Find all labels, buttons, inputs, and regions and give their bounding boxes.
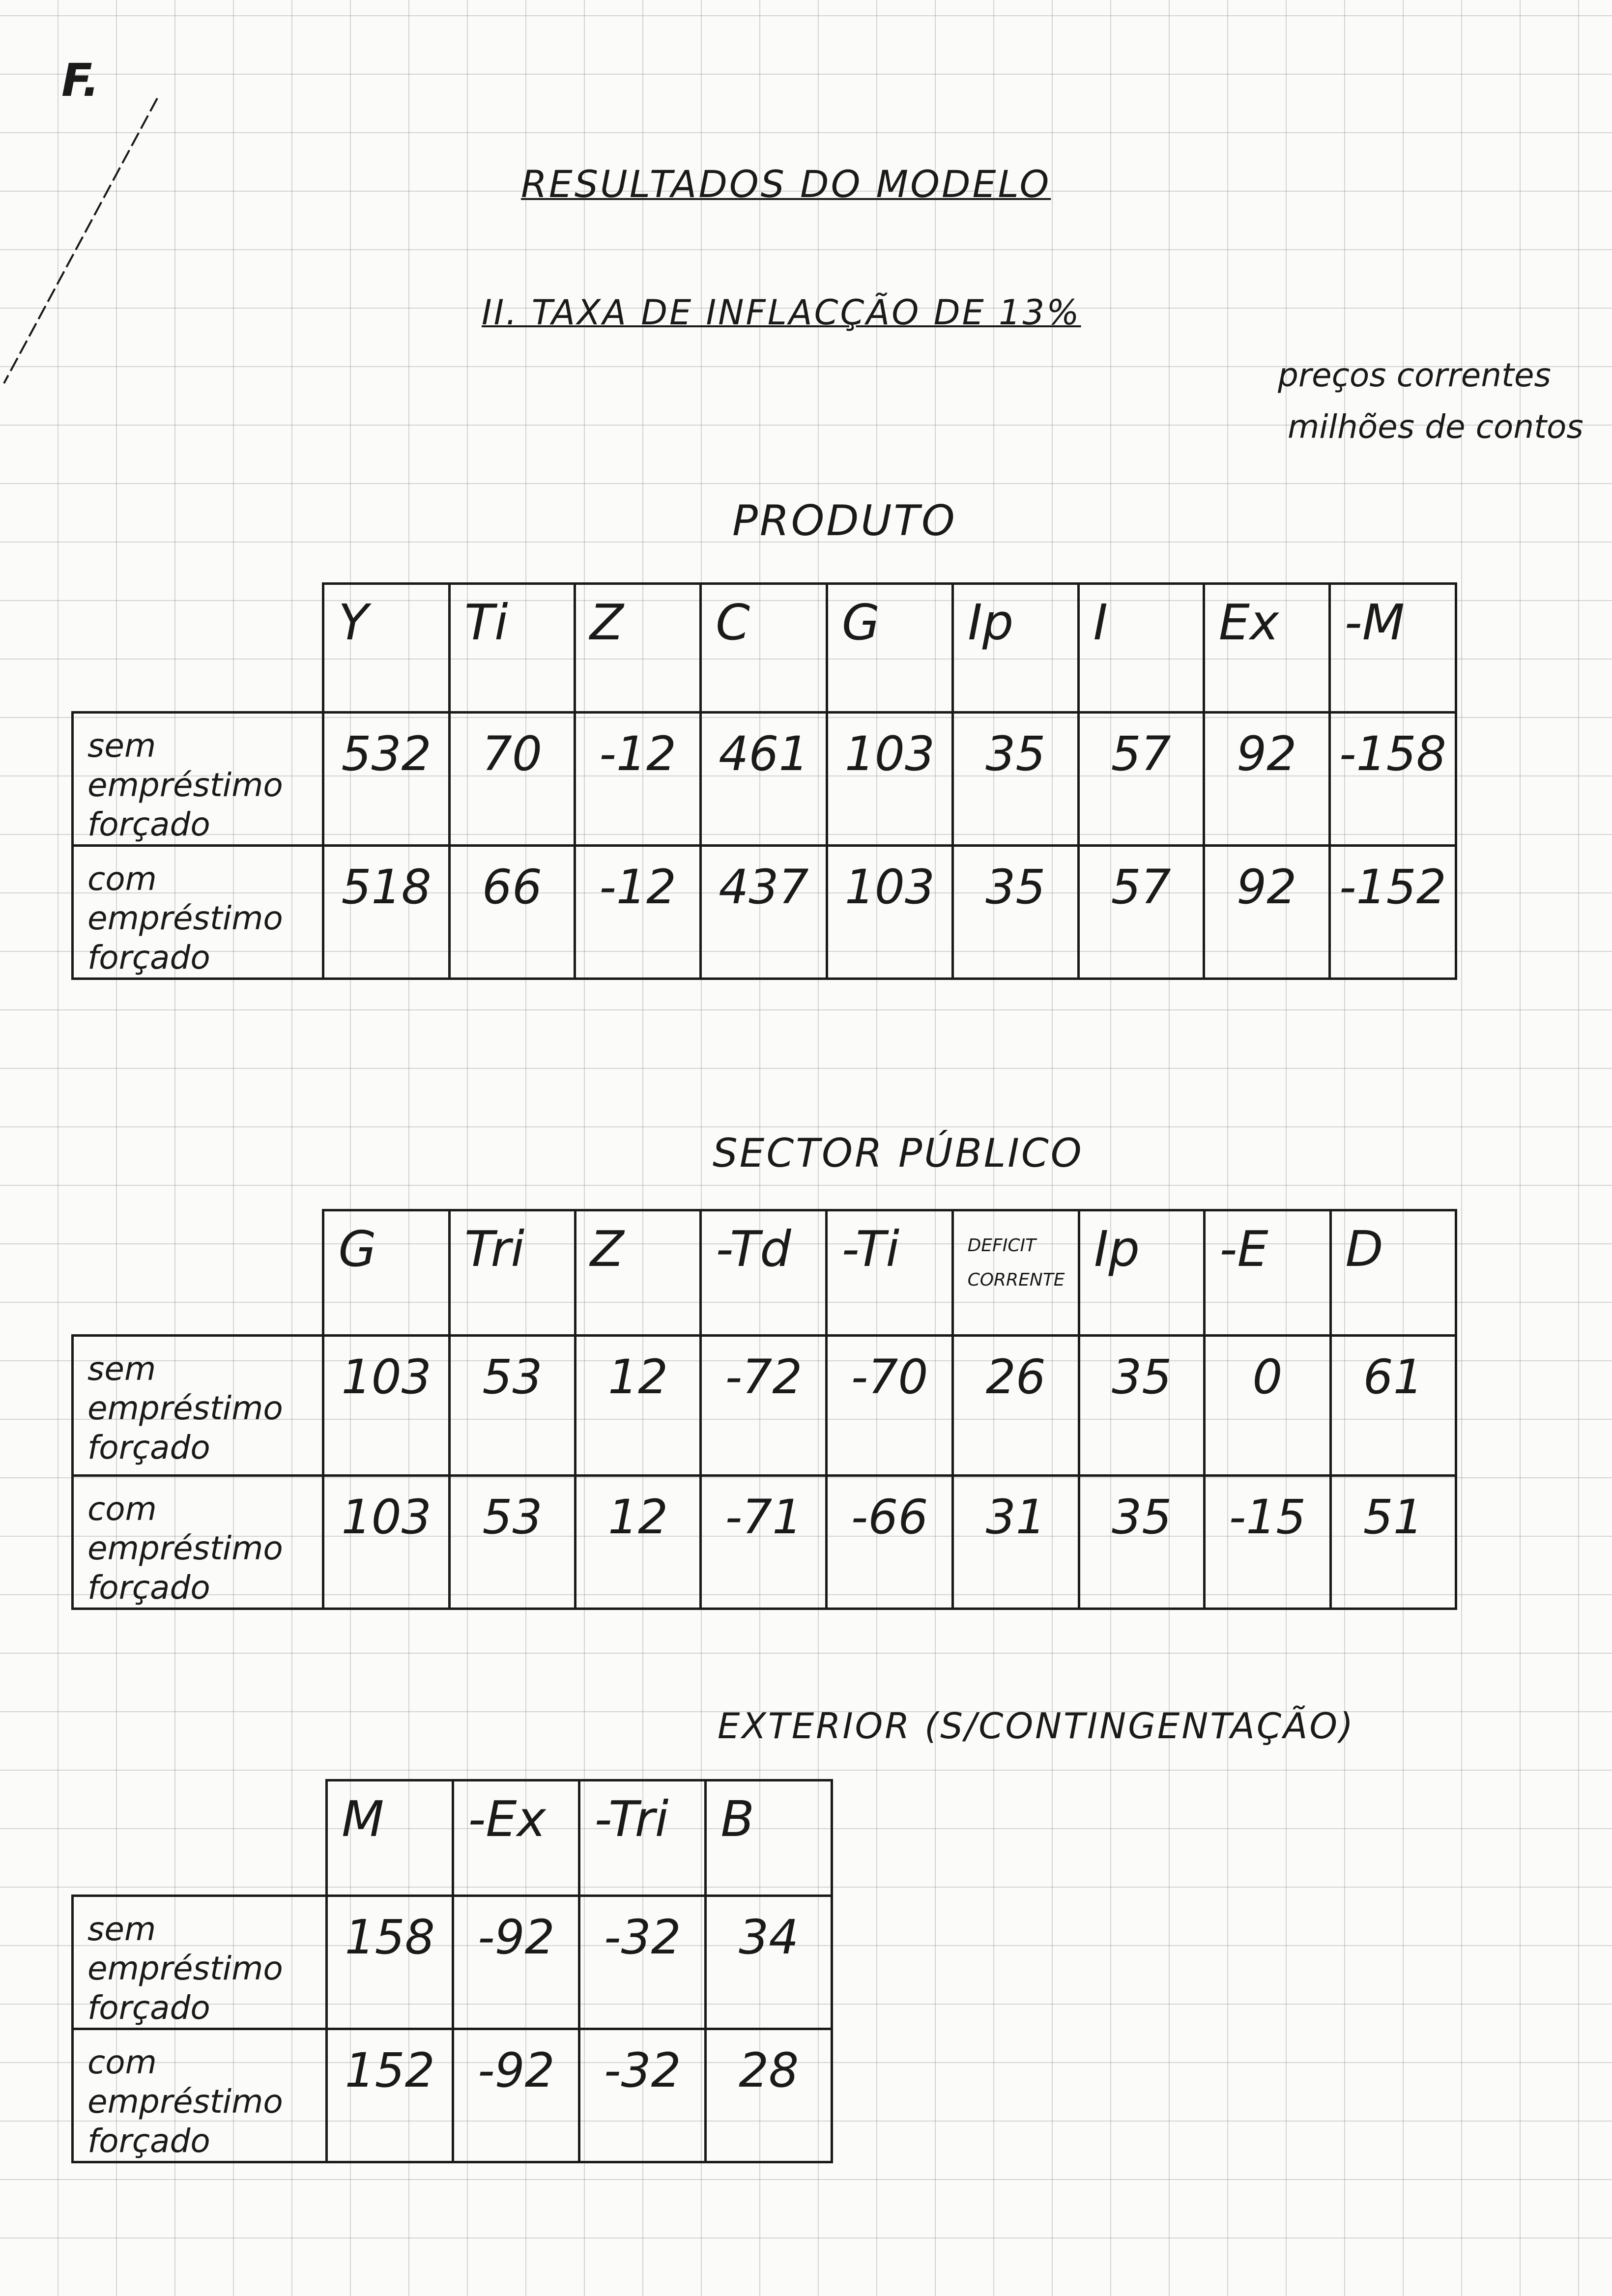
row-label: sem empréstimo forçado — [73, 1336, 323, 1476]
cell: 51 — [1330, 1476, 1456, 1609]
cell: 12 — [575, 1336, 700, 1476]
sector-header: Z — [575, 1210, 700, 1336]
cell: -32 — [579, 2029, 706, 2162]
page-mark: F. — [61, 54, 100, 107]
cell: 61 — [1330, 1336, 1456, 1476]
cell: 92 — [1204, 713, 1329, 846]
cell: 70 — [449, 713, 575, 846]
cell: 34 — [706, 1896, 832, 2029]
deficit-sublabel: CORRENTE — [967, 1270, 1065, 1290]
sector-header: G — [323, 1210, 450, 1336]
price-note-line2: milhões de contos — [1288, 408, 1583, 446]
sector-corner — [73, 1210, 323, 1336]
table-row — [73, 1336, 1456, 1476]
cell: 0 — [1205, 1336, 1330, 1476]
sector-header: -Td — [701, 1210, 827, 1336]
exterior-header: -Ex — [453, 1780, 579, 1896]
cell: 103 — [323, 1336, 450, 1476]
exterior-header: B — [706, 1780, 832, 1896]
exterior-header: -Tri — [579, 1780, 706, 1896]
produto-header: I — [1078, 584, 1204, 713]
cell: 26 — [952, 1336, 1079, 1476]
cell: -158 — [1329, 713, 1456, 846]
sector-publico-table — [71, 1209, 1457, 1610]
row-label: sem empréstimo forçado — [73, 713, 323, 846]
produto-header: Ti — [449, 584, 575, 713]
sector-header: -Ti — [827, 1210, 952, 1336]
cell: 103 — [323, 1476, 450, 1609]
page-title: RESULTADOS DO MODELO — [521, 162, 1051, 206]
produto-header: -M — [1329, 584, 1456, 713]
produto-header: Y — [323, 584, 450, 713]
produto-header: Ex — [1204, 584, 1329, 713]
produto-header: G — [827, 584, 953, 713]
row-label: com empréstimo forçado — [73, 2029, 327, 2162]
cell: -92 — [453, 1896, 579, 2029]
cell: 12 — [575, 1476, 700, 1609]
cell: 57 — [1078, 713, 1204, 846]
cell: 461 — [701, 713, 827, 846]
table-row — [73, 1476, 1456, 1609]
table-row — [73, 846, 1456, 979]
cell: -92 — [453, 2029, 579, 2162]
exterior-corner — [73, 1780, 327, 1896]
cell: 532 — [323, 713, 450, 846]
cell: -12 — [575, 846, 701, 979]
cell: -15 — [1205, 1476, 1330, 1609]
produto-table — [71, 582, 1457, 980]
sector-publico-title: SECTOR PÚBLICO — [713, 1130, 1084, 1176]
sector-header-deficit — [952, 1210, 1079, 1336]
cell: -66 — [827, 1476, 952, 1609]
produto-header: Z — [575, 584, 701, 713]
table-row — [73, 2029, 832, 2162]
table-row — [73, 1896, 832, 2029]
exterior-header: M — [327, 1780, 453, 1896]
cell: 158 — [327, 1896, 453, 2029]
sector-header: Tri — [450, 1210, 576, 1336]
cell: 103 — [827, 846, 953, 979]
cell: 31 — [952, 1476, 1079, 1609]
produto-corner — [73, 584, 323, 713]
produto-header: C — [701, 584, 827, 713]
cell: 35 — [1079, 1476, 1205, 1609]
cell: -70 — [827, 1336, 952, 1476]
cell: -32 — [579, 1896, 706, 2029]
produto-header: Ip — [953, 584, 1078, 713]
cell: 53 — [450, 1476, 576, 1609]
cell: 92 — [1204, 846, 1329, 979]
cell: 53 — [450, 1336, 576, 1476]
cell: 518 — [323, 846, 450, 979]
cell: 28 — [706, 2029, 832, 2162]
cell: 152 — [327, 2029, 453, 2162]
cell: 103 — [827, 713, 953, 846]
price-note-line1: preços correntes — [1278, 356, 1551, 394]
cell: -72 — [701, 1336, 827, 1476]
deficit-label: DEFICIT — [967, 1235, 1036, 1256]
cell: 66 — [449, 846, 575, 979]
margin-diagonal-stroke — [0, 88, 167, 393]
row-label: com empréstimo forçado — [73, 1476, 323, 1609]
page-subtitle: II. TAXA DE INFLACÇÃO DE 13% — [482, 292, 1081, 333]
cell: -152 — [1329, 846, 1456, 979]
exterior-title: EXTERIOR (S/CONTINGENTAÇÃO) — [718, 1705, 1355, 1747]
cell: -12 — [575, 713, 701, 846]
cell: 35 — [953, 713, 1078, 846]
cell: 35 — [1079, 1336, 1205, 1476]
sector-header: D — [1330, 1210, 1456, 1336]
exterior-table — [71, 1779, 833, 2163]
cell: 35 — [953, 846, 1078, 979]
cell: 437 — [701, 846, 827, 979]
row-label: com empréstimo forçado — [73, 846, 323, 979]
sector-header: -E — [1205, 1210, 1330, 1336]
produto-title: PRODUTO — [732, 496, 957, 545]
cell: -71 — [701, 1476, 827, 1609]
cell: 57 — [1078, 846, 1204, 979]
table-row — [73, 713, 1456, 846]
row-label: sem empréstimo forçado — [73, 1896, 327, 2029]
sector-header: Ip — [1079, 1210, 1205, 1336]
